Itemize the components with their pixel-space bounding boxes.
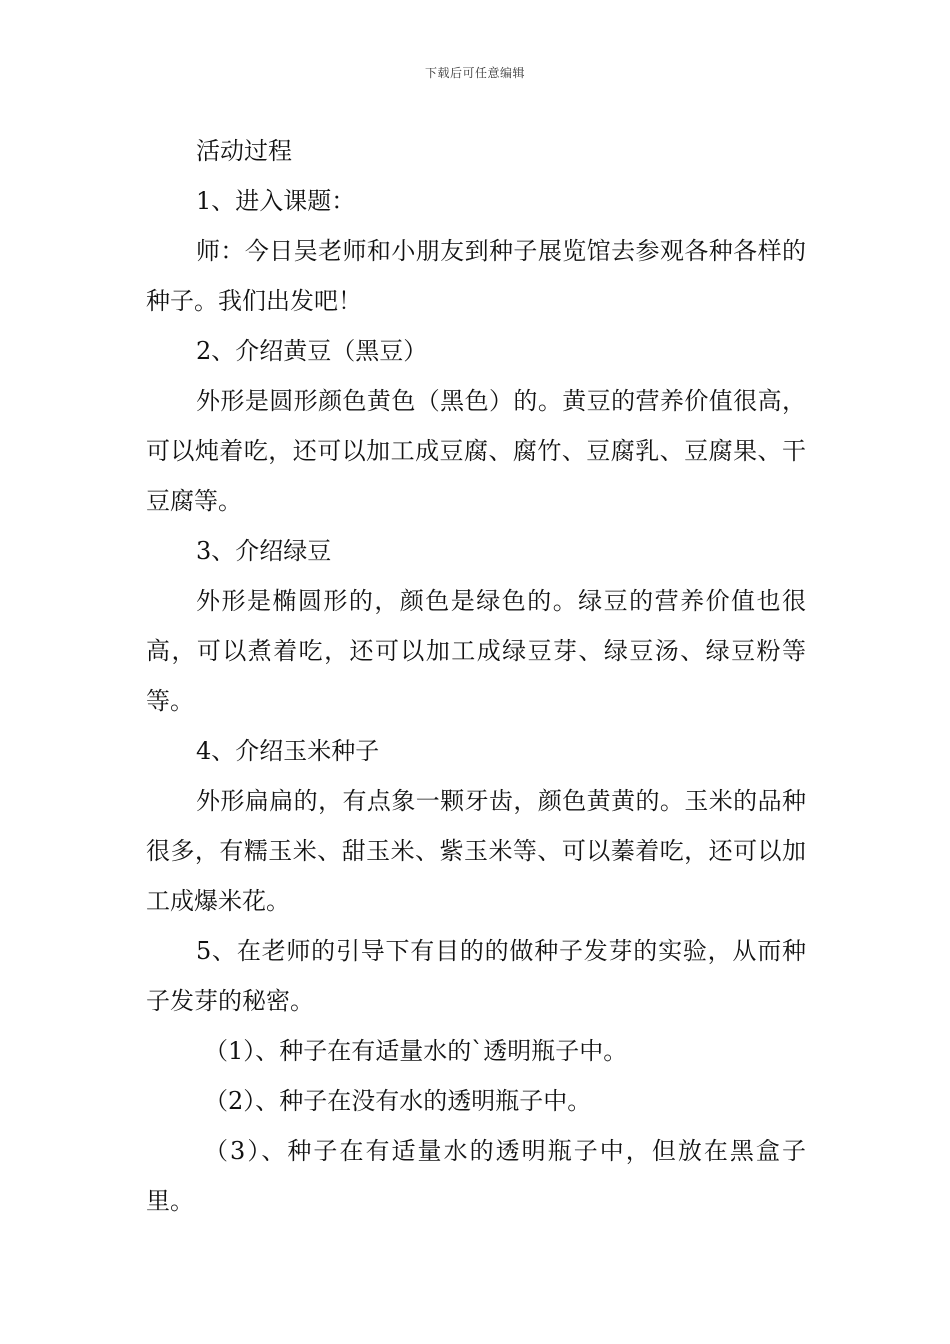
body-paragraph: 5、在老师的引导下有目的的做种子发芽的实验，从而种子发芽的秘密。 bbox=[146, 937, 806, 1015]
body-paragraph: 外形扁扁的，有点象一颗牙齿，颜色黄黄的。玉米的品种很多，有糯玉米、甜玉米、紫玉米等、可以蓁着吃，还可以加工成爆米花。 bbox=[146, 787, 806, 915]
page-header: 下载后可任意编辑 bbox=[424, 66, 525, 80]
list-item: （2）、种子在没有水的透明瓶子中。 bbox=[204, 1087, 592, 1115]
body-paragraph: 师：今日吴老师和小朋友到种子展览馆去参观各种各样的种子。我们出发吧！ bbox=[146, 237, 806, 315]
document-body bbox=[146, 126, 806, 1226]
body-paragraph: 外形是圆形颜色黄色（黑色）的。黄豆的营养价值很高，可以炖着吃，还可以加工成豆腐、腐竹、豆腐乳、豆腐果、干豆腐等。 bbox=[146, 387, 806, 515]
body-paragraph: 外形是椭圆形的，颜色是绿色的。绿豆的营养价值也很高，可以煮着吃，还可以加工成绿豆芽、绿豆汤、绿豆粉等等。 bbox=[146, 587, 806, 715]
list-item: （1）、种子在有适量水的`透明瓶子中。 bbox=[204, 1037, 628, 1065]
section-heading: 活动过程 bbox=[196, 137, 292, 165]
list-item: （3）、种子在有适量水的透明瓶子中，但放在黑盒子里。 bbox=[146, 1137, 806, 1215]
step-heading: 3、介绍绿豆 bbox=[196, 537, 332, 565]
step-heading: 1、进入课题： bbox=[196, 187, 356, 215]
step-heading: 2、介绍黄豆（黑豆） bbox=[196, 337, 428, 365]
step-heading: 4、介绍玉米种子 bbox=[196, 737, 380, 765]
